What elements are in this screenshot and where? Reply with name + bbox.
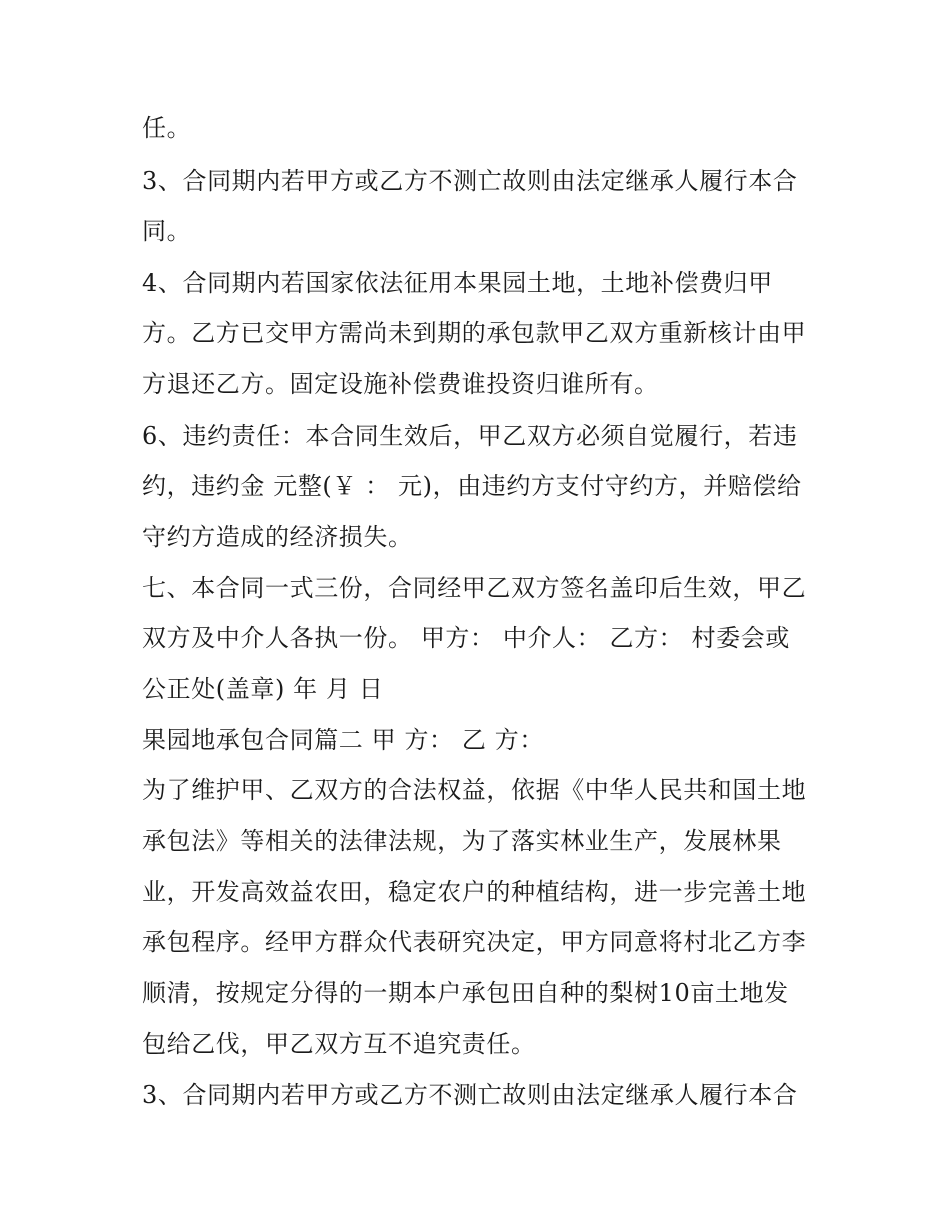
text-line: 承包法》等相关的法律法规，为了落实林业生产，发展林果 [142,827,782,855]
text-line: 果园地承包合同篇二 甲 方： 乙 方： [142,726,544,754]
text-line: 方退还乙方。固定设施补偿费谁投资归谁所有。 [142,370,659,398]
text-line: 约，违约金 元整(￥ ： 元)，由违约方支付守约方，并赔偿给 [142,472,802,500]
text-line: 业，开发高效益农田，稳定农户的种植结构，进一步完善土地 [142,878,807,906]
text-line: 承包程序。经甲方群众代表研究决定，甲方同意将村北乙方李 [142,928,807,956]
text-line: 6、违约责任：本合同生效后，甲乙双方必须自觉履行，若违 [142,422,798,450]
text-line: 4、合同期内若国家依法征用本果园土地，土地补偿费归甲 [142,269,773,297]
text-line: 同。 [142,217,192,245]
text-line: 顺清，按规定分得的一期本户承包田自种的梨树10亩土地发 [142,979,789,1007]
text-line: 3、合同期内若甲方或乙方不测亡故则由法定继承人履行本合 [142,167,798,195]
text-line: 双方及中介人各执一份。 甲方： 中介人： 乙方： 村委会或 [142,624,790,652]
text-line: 3、合同期内若甲方或乙方不测亡故则由法定继承人履行本合 [142,1081,798,1109]
text-line: 七、本合同一式三份，合同经甲乙双方签名盖印后生效，甲乙 [142,574,807,602]
text-line: 公正处(盖章) 年 月 日 [142,675,384,703]
text-line: 任。 [142,114,192,142]
text-line: 守约方造成的经济损失。 [142,523,413,551]
text-line: 方。乙方已交甲方需尚未到期的承包款甲乙双方重新核计由甲 [142,319,807,347]
text-line: 包给乙伐，甲乙双方互不追究责任。 [142,1030,536,1058]
text-line: 为了维护甲、乙双方的合法权益，依据《中华人民共和国土地 [142,776,807,804]
